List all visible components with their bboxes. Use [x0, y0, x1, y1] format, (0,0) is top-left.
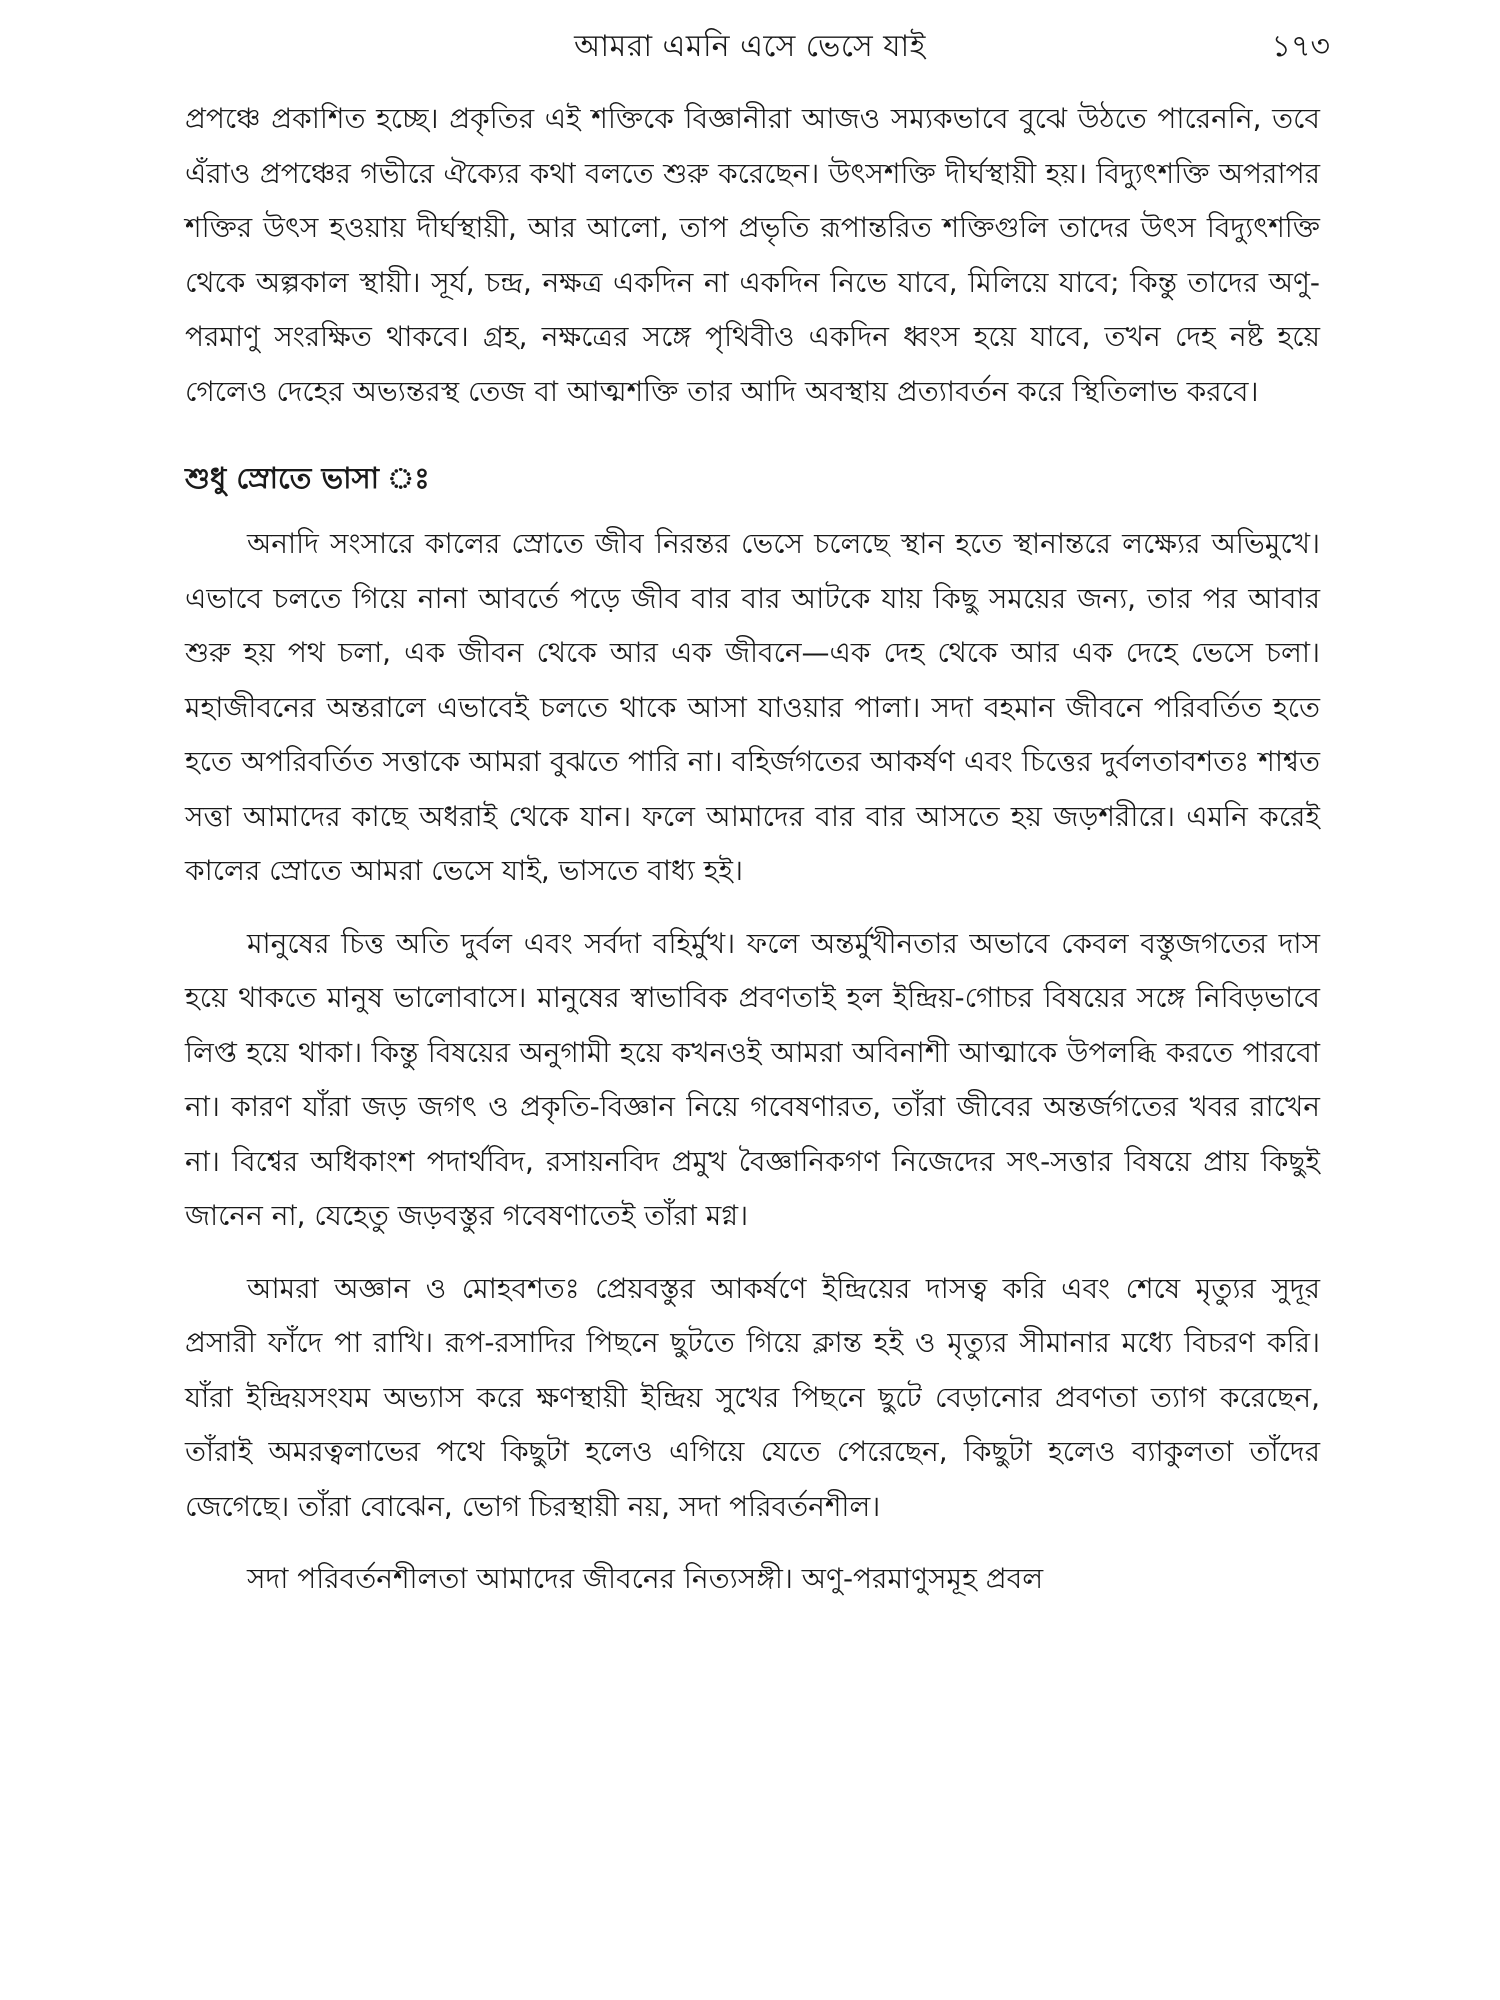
running-header [0, 22, 1500, 72]
running-title: আমরা এমনি এসে ভেসে যাই [574, 29, 926, 64]
paragraph-continued: প্রপঞ্চে প্রকাশিত হচ্ছে। প্রকৃতির এই শক্তিকে বিজ্ঞানীরা আজও সম্যকভাবে বুঝে উঠতে পারেননি, তবে এঁরাও প্রপঞ্চের গভীরে ঐক্যের কথা বলতে শুরু করেছেন। উৎসশক্তি দীর্ঘস্থায়ী হয়। বিদ্যুৎশক্তি অপরাপর শক্তির উৎস হওয়ায় দীর্ঘস্থায়ী, আর আলো, তাপ প্রভৃতি রূপান্তরিত শক্তিগুলি তাদের উৎস বিদ্যুৎশক্তি থেকে অল্পকাল স্থায়ী। সূর্য, চন্দ্র, নক্ষত্র একদিন না একদিন নিভে যাবে, মিলিয়ে যাবে; কিন্তু তাদের অণু-পরমাণু সংরক্ষিত থাকবে। গ্রহ, নক্ষত্রের সঙ্গে পৃথিবীও একদিন ধ্বংস হয়ে যাবে, তখন দেহ নষ্ট হয়ে গেলেও দেহের অভ্যন্তরস্থ তেজ বা আত্মশক্তি তার আদি অবস্থায় প্রত্যাবর্তন করে স্থিতিলাভ করবে। [185, 102, 1320, 408]
body-text [185, 92, 1320, 1625]
section-paragraph-1: অনাদি সংসারে কালের স্রোতে জীব নিরন্তর ভেসে চলেছে স্থান হতে স্থানান্তরে লক্ষ্যের অভিমুখে। এভাবে চলতে গিয়ে নানা আবর্তে পড়ে জীব বার বার আটকে যায় কিছু সময়ের জন্য, তার পর আবার শুরু হয় পথ চলা, এক জীবন থেকে আর এক জীবনে—এক দেহ থেকে আর এক দেহে ভেসে চলা। মহাজীবনের অন্তরালে এভাবেই চলতে থাকে আসা যাওয়ার পালা। সদা বহমান জীবনে পরিবর্তিত হতে হতে অপরিবর্তিত সত্তাকে আমরা বুঝতে পারি না। বহির্জগতের আকর্ষণ এবং চিত্তের দুর্বলতাবশতঃ শাশ্বত সত্তা আমাদের কাছে অধরাই থেকে যান। ফলে আমাদের বার বার আসতে হয় জড়শরীরে। এমনি করেই কালের স্রোতে আমরা ভেসে যাই, ভাসতে বাধ্য হই। [185, 527, 1320, 887]
section-paragraph-4: সদা পরিবর্তনশীলতা আমাদের জীবনের নিত্যসঙ্গী। অণু-পরমাণুসমূহ প্রবল [247, 1562, 1044, 1595]
section-paragraph-3: আমরা অজ্ঞান ও মোহবশতঃ প্রেয়বস্তুর আকর্ষণে ইন্দ্রিয়ের দাসত্ব করি এবং শেষে মৃত্যুর সুদূর প্রসারী ফাঁদে পা রাখি। রূপ-রসাদির পিছনে ছুটতে গিয়ে ক্লান্ত হই ও মৃত্যুর সীমানার মধ্যে বিচরণ করি। যাঁরা ইন্দ্রিয়সংযম অভ্যাস করে ক্ষণস্থায়ী ইন্দ্রিয় সুখের পিছনে ছুটে বেড়ানোর প্রবণতা ত্যাগ করেছেন, তাঁরাই অমরত্বলাভের পথে কিছুটা হলেও এগিয়ে যেতে পেরেছেন, কিছুটা হলেও ব্যাকুলতা তাঁদের জেগেছে। তাঁরা বোঝেন, ভোগ চিরস্থায়ী নয়, সদা পরিবর্তনশীল। [185, 1271, 1320, 1523]
section-paragraph-2: মানুষের চিত্ত অতি দুর্বল এবং সর্বদা বহির্মুখ। ফলে অন্তর্মুখীনতার অভাবে কেবল বস্তুজগতের দাস হয়ে থাকতে মানুষ ভালোবাসে। মানুষের স্বাভাবিক প্রবণতাই হল ইন্দ্রিয়-গোচর বিষয়ের সঙ্গে নিবিড়ভাবে লিপ্ত হয়ে থাকা। কিন্তু বিষয়ের অনুগামী হয়ে কখনওই আমরা অবিনাশী আত্মাকে উপলব্ধি করতে পারবো না। কারণ যাঁরা জড় জগৎ ও প্রকৃতি-বিজ্ঞান নিয়ে গবেষণারত, তাঁরা জীবের অন্তর্জগতের খবর রাখেন না। বিশ্বের অধিকাংশ পদার্থবিদ, রসায়নবিদ প্রমুখ বৈজ্ঞানিকগণ নিজেদের সৎ-সত্তার বিষয়ে প্রায় কিছুই জানেন না, যেহেতু জড়বস্তুর গবেষণাতেই তাঁরা মগ্ন। [185, 926, 1320, 1232]
page-number: ১৭৩ [1271, 29, 1330, 64]
section-heading: শুধু স্রোতে ভাসা ঃ [185, 461, 430, 495]
